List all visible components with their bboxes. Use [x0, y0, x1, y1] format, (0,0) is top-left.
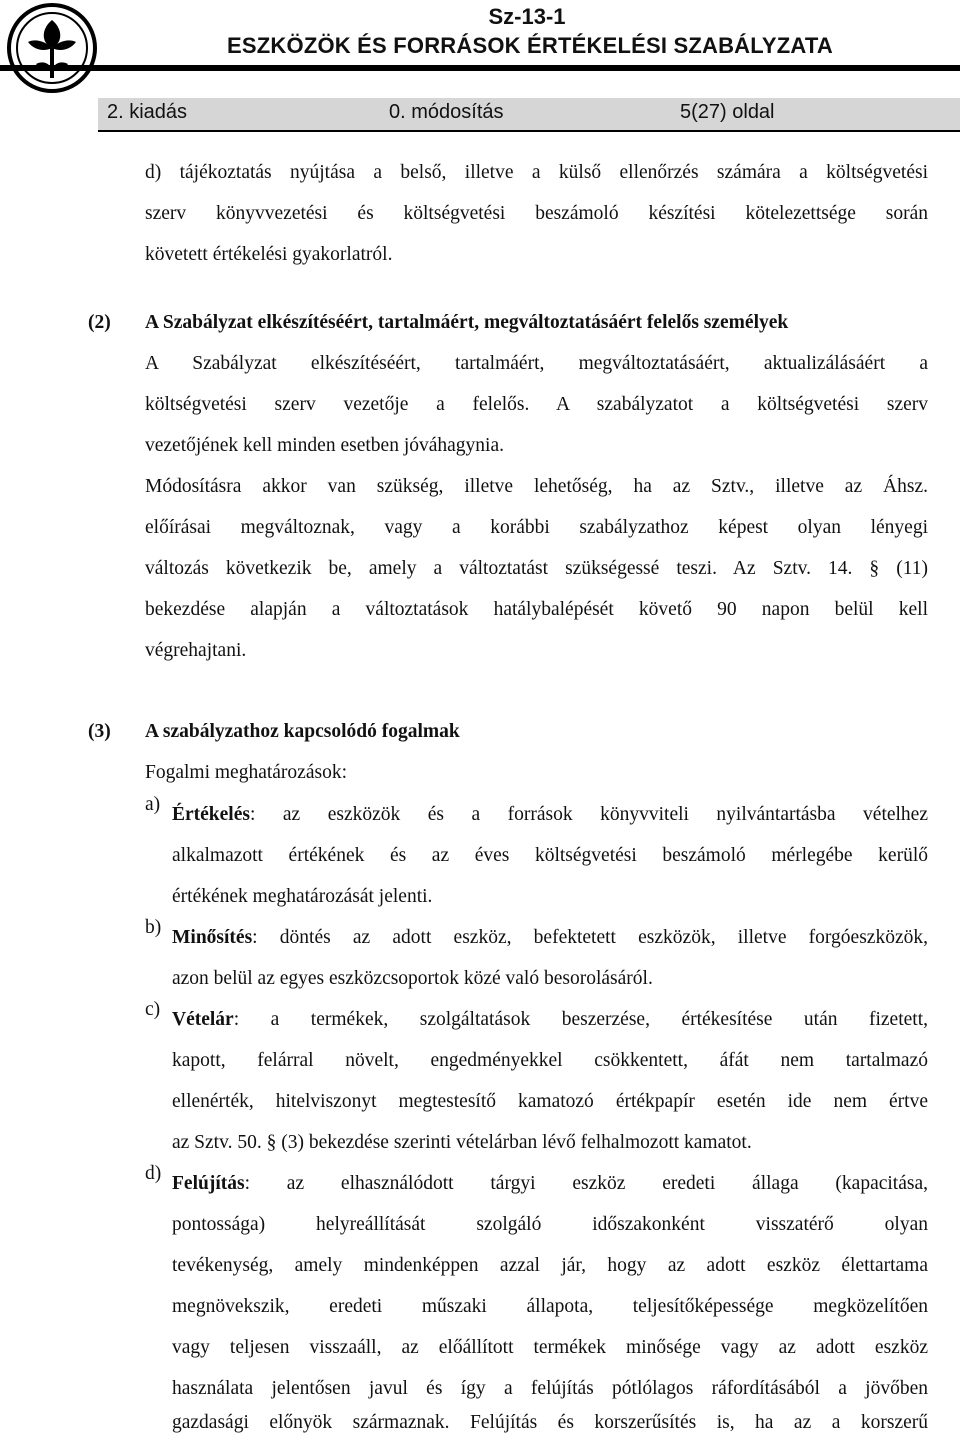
definition-d-label: d): [145, 1163, 162, 1184]
definition-b-line-2: azon belül az egyes eszközcsoportok közé való besorolásáról.: [172, 968, 653, 989]
definition-a-line-3: értékének meghatározását jelenti.: [172, 886, 433, 907]
section-2-para-1-line-3: vezetőjének kell minden esetben jóváhagynia.: [145, 435, 504, 456]
definition-c-term: Vételár: [172, 1009, 234, 1030]
section-3-heading: A szabályzathoz kapcsolódó fogalmak: [145, 721, 460, 742]
edition-label: 2. kiadás: [107, 101, 188, 123]
definition-d-line-1: [172, 1163, 928, 1204]
definition-c-text: : a termékek, szolgáltatások beszerzése, értékesítése után fizetett,: [233, 1009, 928, 1030]
page-header: [0, 0, 960, 132]
header-meta-bar: [98, 98, 960, 130]
list-item-d-line-2: szerv könyvvezetési és költségvetési beszámoló készítési kötelezettsége során: [145, 203, 928, 224]
section-3-intro: Fogalmi meghatározások:: [145, 762, 347, 783]
definition-b-text: : döntés az adott eszköz, befektetett eszközök, illetve forgóeszközök,: [252, 927, 928, 948]
definition-a-text: : az eszközök és a források könyvviteli nyilvántartásba vételhez: [249, 804, 928, 825]
definition-a-line-1: [172, 794, 928, 835]
section-2-para-2-line-2: előírásai megváltoznak, vagy a korábbi szabályzathoz képest olyan lényegi: [145, 517, 928, 538]
section-2-heading: A Szabályzat elkészítéséért, tartalmáért, megváltoztatásáért felelős személyek: [145, 312, 789, 333]
document-code: Sz-13-1: [488, 4, 566, 29]
section-2-para-1-line-1: A Szabályzat elkészítéséért, tartalmáért, megváltoztatásáért, aktualizálásáért a: [145, 353, 928, 374]
document-title: ESZKÖZÖK ÉS FORRÁSOK ÉRTÉKELÉSI SZABÁLYZATA: [227, 33, 833, 58]
section-3-number: (3): [88, 721, 111, 742]
definition-d-line-4: megnövekszik, eredeti műszaki állapota, teljesítőképessége megközelítően: [172, 1296, 928, 1317]
definition-d-text: : az elhasználódott tárgyi eszköz eredeti állaga (kapacitása,: [244, 1173, 928, 1194]
definition-c-line-2: kapott, felárral növelt, engedményekkel csökkentett, áfát nem tartalmazó: [172, 1050, 928, 1071]
section-2-para-2-line-4: bekezdése alapján a változtatások hatálybalépését követő 90 napon belül kell: [145, 599, 928, 620]
header-meta-rule: [98, 130, 960, 132]
definition-c-line-3: ellenérték, hitelviszonyt megtestesítő kamatozó értékpapír esetén ide nem értve: [172, 1091, 928, 1112]
definition-c-label: c): [145, 999, 161, 1020]
page-number: 5(27) oldal: [680, 101, 775, 123]
definition-a-line-2: alkalmazott értékének és az éves költségvetési beszámoló mérlegébe kerülő: [172, 845, 928, 866]
list-item-d-line-3: követett értékelési gyakorlatról.: [145, 244, 393, 265]
definition-c-line-1: [172, 999, 928, 1040]
header-divider: [0, 65, 960, 71]
definition-d-line-5: vagy teljesen visszaáll, az előállított termékek minősége vagy az adott eszköz: [172, 1337, 928, 1358]
definition-b-term: Minősítés: [172, 927, 253, 948]
definition-a-label: a): [145, 794, 161, 815]
section-2-para-1-line-2: költségvetési szerv vezetője a felelős. A szabályzatot a költségvetési szerv: [145, 394, 928, 415]
definition-d-line-7: gazdasági előnyök származnak. Felújítás és korszerűsítés is, ha az a korszerű: [172, 1412, 928, 1433]
definition-a-term: Értékelés: [172, 804, 250, 825]
section-2-para-2-line-1: Módosításra akkor van szükség, illetve lehetőség, ha az Sztv., illetve az Áhsz.: [145, 476, 928, 497]
definition-d-term: Felújítás: [172, 1173, 245, 1194]
definition-d-line-3: tevékenység, amely mindenképpen azzal jár, hogy az adott eszköz élettartama: [172, 1255, 928, 1276]
section-2-para-2-line-5: végrehajtani.: [145, 640, 247, 661]
modification-label: 0. módosítás: [389, 101, 504, 123]
section-2-para-2-line-3: változás következik be, amely a változtatást szükségessé teszi. Az Sztv. 14. § (11): [145, 558, 928, 579]
definition-b-label: b): [145, 917, 162, 938]
section-2-number: (2): [88, 312, 111, 333]
definition-b-line-1: [172, 917, 928, 958]
definition-d-line-6: használata jelentősen javul és így a felújítás pótlólagos ráfordításából a jövőben: [172, 1378, 928, 1399]
list-item-d-line-1: d) tájékoztatás nyújtása a belső, illetve a külső ellenőrzés számára a költségvetési: [145, 162, 928, 183]
definition-c-line-4: az Sztv. 50. § (3) bekezdése szerinti vételárban lévő felhalmozott kamatot.: [172, 1132, 752, 1153]
definition-d-line-2: pontossága) helyreállítását szolgáló időszakonként visszatérő olyan: [172, 1214, 928, 1235]
